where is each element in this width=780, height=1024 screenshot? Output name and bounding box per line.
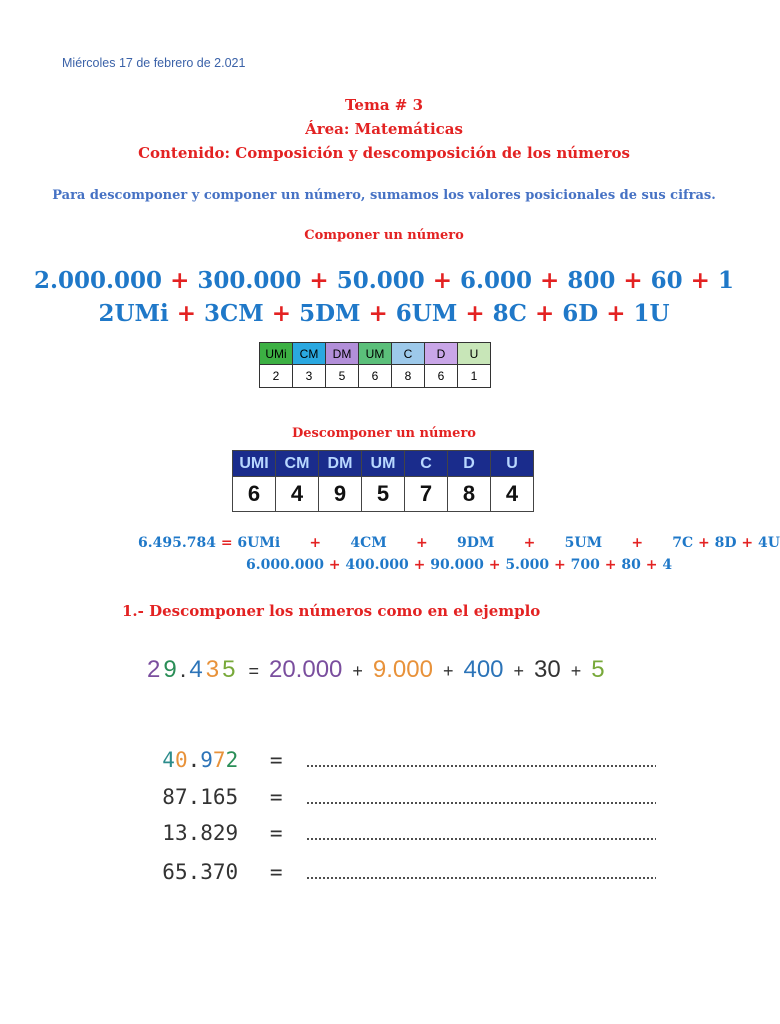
- sum-term: 6UM: [395, 300, 458, 327]
- place-value-cell: 1: [458, 365, 491, 388]
- answer-blank[interactable]: [306, 876, 656, 880]
- place-value-cell: 7: [405, 477, 448, 512]
- sum-term: 8C: [492, 300, 527, 327]
- value-term: 700: [570, 557, 600, 573]
- exercise-digit: 9: [200, 748, 213, 772]
- place-header-cell: CM: [276, 451, 319, 477]
- place-header-cell: D: [425, 343, 458, 365]
- place-header-cell: U: [458, 343, 491, 365]
- plus-sign: +: [424, 267, 461, 294]
- sum-term: 6.000: [460, 267, 533, 294]
- equals-sign: =: [238, 661, 269, 681]
- value-term: 5.000: [505, 557, 550, 573]
- sum-term: 2UMi: [98, 300, 169, 327]
- plus-sign: +: [408, 557, 431, 573]
- equals-sign: =: [220, 535, 238, 551]
- compose-values-line: [0, 267, 768, 294]
- exercise-row: [137, 836, 656, 884]
- exercise-number: 87.165: [162, 785, 239, 809]
- plus-sign: +: [560, 661, 592, 681]
- plus-sign: +: [615, 267, 651, 294]
- plus-sign: +: [682, 267, 718, 294]
- place-value-cell: 6: [233, 477, 276, 512]
- plus-sign: +: [386, 535, 458, 551]
- plus-sign: +: [280, 535, 351, 551]
- place-header-cell: U: [491, 451, 534, 477]
- unit-term: 6UMi: [237, 535, 281, 551]
- sum-term: 800: [567, 267, 616, 294]
- sum-term: 3CM: [204, 300, 264, 327]
- value-term: 6.000.000: [246, 557, 324, 573]
- plus-sign: +: [503, 661, 535, 681]
- topic-number: Tema # 3: [344, 96, 424, 114]
- decompose-title: Descomponer un número: [292, 426, 476, 441]
- sum-term: 2.000.000: [34, 267, 163, 294]
- example-term: 400: [463, 656, 504, 683]
- plus-sign: +: [598, 300, 634, 327]
- plus-sign: +: [693, 535, 715, 551]
- plus-sign: +: [162, 267, 198, 294]
- plus-sign: +: [360, 300, 396, 327]
- place-header-cell: C: [392, 343, 425, 365]
- plus-sign: +: [494, 535, 565, 551]
- sum-term: 50.000: [336, 267, 425, 294]
- sum-term: 1: [717, 267, 734, 294]
- plus-sign: +: [432, 661, 464, 681]
- plus-sign: +: [342, 661, 373, 681]
- place-header-cell: UM: [362, 451, 405, 477]
- place-value-cell: 5: [362, 477, 405, 512]
- equals-sign: =: [269, 748, 283, 772]
- place-header-cell: D: [448, 451, 491, 477]
- place-header-cell: UM: [359, 343, 392, 365]
- example-digit: 2: [147, 656, 164, 683]
- place-value-cell: 5: [326, 365, 359, 388]
- sum-term: 5DM: [299, 300, 361, 327]
- compose-units-line: [0, 300, 768, 327]
- exercise-digit: 2: [225, 748, 239, 772]
- place-header-cell: DM: [319, 451, 362, 477]
- plus-sign: +: [602, 535, 673, 551]
- exercise-digit: 4: [162, 748, 175, 772]
- unit-term: 4CM: [350, 535, 387, 551]
- decomposed-number: 6.495.784: [138, 535, 221, 551]
- place-header-cell: C: [405, 451, 448, 477]
- compose-title: Componer un número: [304, 228, 464, 243]
- plus-sign: +: [301, 267, 337, 294]
- place-value-cell: 4: [491, 477, 534, 512]
- place-header-cell: UMi: [260, 343, 293, 365]
- exercise-digit: 7: [212, 748, 226, 772]
- unit-term: 4U: [758, 535, 780, 551]
- exercise-number: 13.829: [162, 821, 239, 845]
- place-value-cell: 6: [359, 365, 392, 388]
- place-value-cell: 8: [448, 477, 491, 512]
- place-value-cell: 2: [260, 365, 293, 388]
- plus-sign: +: [483, 557, 506, 573]
- unit-term: 7C: [672, 535, 694, 551]
- exercise-title: 1.- Descomponer los números como en el ejemplo: [122, 602, 541, 620]
- value-term: 80: [621, 557, 641, 573]
- sum-term: 6D: [562, 300, 599, 327]
- example-term: 30: [534, 656, 561, 683]
- exercise-digit: .: [187, 748, 201, 772]
- content-title: Contenido: Composición y descomposición de los números: [138, 144, 630, 162]
- plus-sign: +: [457, 300, 493, 327]
- place-header-cell: DM: [326, 343, 359, 365]
- plus-sign: +: [599, 557, 622, 573]
- sum-term: 1U: [633, 300, 670, 327]
- plus-sign: +: [323, 557, 346, 573]
- unit-term: 9DM: [457, 535, 495, 551]
- example-term: 5: [591, 656, 605, 683]
- plus-sign: +: [263, 300, 300, 327]
- exercise-number: 65.370: [162, 860, 239, 884]
- example-digit: 4: [189, 656, 206, 683]
- plus-sign: +: [526, 300, 563, 327]
- example-term: 9.000: [372, 656, 433, 683]
- place-value-cell: 8: [392, 365, 425, 388]
- plus-sign: +: [168, 300, 204, 327]
- exercise-digit: 0: [174, 748, 188, 772]
- example-decomposition: [147, 656, 605, 684]
- example-digit: 9: [163, 656, 180, 683]
- unit-term: 8D: [714, 535, 737, 551]
- place-value-table-small: [259, 342, 491, 388]
- value-term: 4: [662, 557, 673, 573]
- value-term: 90.000: [430, 557, 484, 573]
- date-line: Miércoles 17 de febrero de 2.021: [62, 56, 246, 70]
- equals-sign: =: [269, 860, 283, 884]
- example-digit: 3: [205, 656, 223, 683]
- decompose-units-equation: [138, 535, 780, 551]
- plus-sign: +: [736, 535, 759, 551]
- plus-sign: +: [640, 557, 663, 573]
- equals-sign: =: [269, 821, 283, 845]
- intro-text: Para descomponer y componer un número, sumamos los valores posicionales de sus cifras.: [52, 188, 716, 203]
- example-digit: 5: [222, 656, 239, 683]
- place-value-cell: 3: [293, 365, 326, 388]
- value-term: 400.000: [345, 557, 409, 573]
- example-digit: .: [179, 656, 190, 683]
- decompose-values-equation: [246, 557, 672, 573]
- plus-sign: +: [549, 557, 571, 573]
- place-header-cell: UMI: [233, 451, 276, 477]
- place-value-cell: 4: [276, 477, 319, 512]
- example-term: 20.000: [268, 656, 343, 683]
- sum-term: 300.000: [197, 267, 302, 294]
- place-header-cell: CM: [293, 343, 326, 365]
- place-value-cell: 9: [319, 477, 362, 512]
- place-value-table-large: [232, 450, 534, 512]
- equals-sign: =: [269, 785, 283, 809]
- place-value-cell: 6: [425, 365, 458, 388]
- subject-area: Área: Matemáticas: [305, 120, 463, 138]
- sum-term: 60: [650, 267, 683, 294]
- unit-term: 5UM: [564, 535, 603, 551]
- plus-sign: +: [532, 267, 568, 294]
